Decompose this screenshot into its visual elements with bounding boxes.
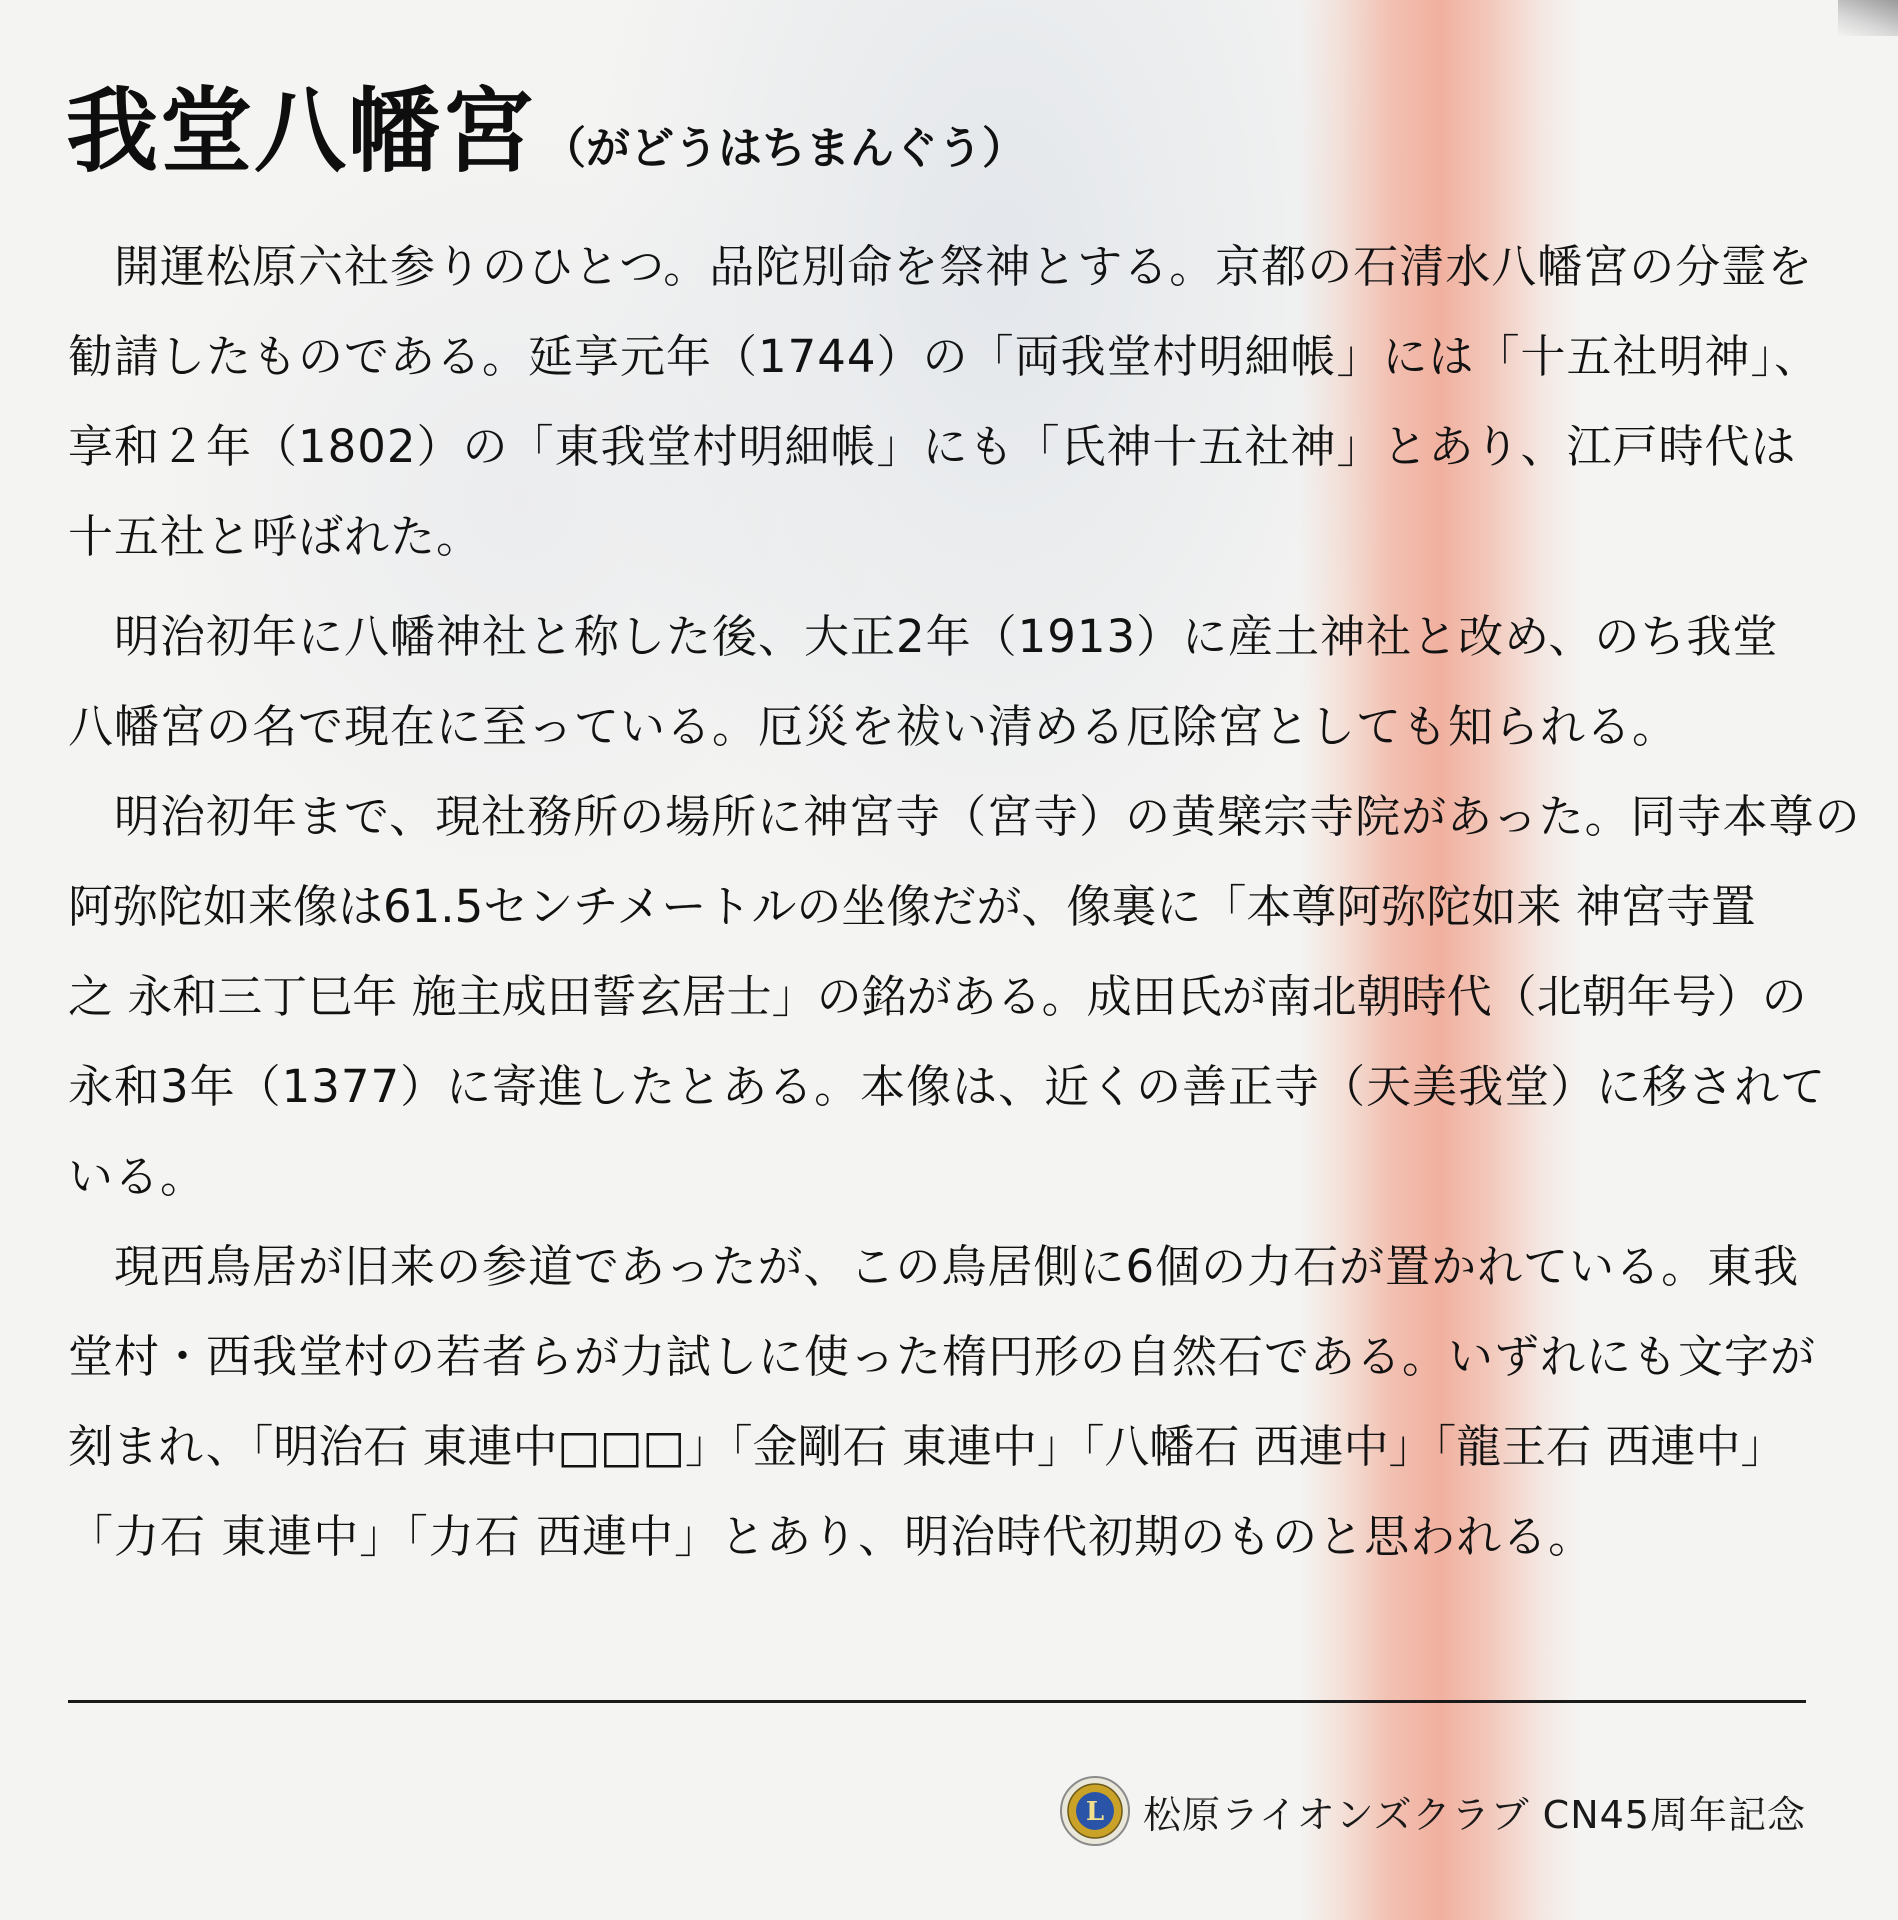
sign-title xyxy=(66,58,1026,190)
text-line: 現西鳥居が旧来の参道であったが、この鳥居側に6個の力石が置かれている。東我 xyxy=(114,1240,1800,1293)
lions-club-emblem-icon xyxy=(1059,1775,1131,1847)
footer-divider xyxy=(68,1700,1806,1703)
text-line: 明治初年まで、現社務所の場所に神宮寺（宮寺）の黄檗宗寺院があった。同寺本尊の xyxy=(114,790,1861,843)
text-line: 八幡宮の名で現在に至っている。厄災を祓い清める厄除宮としても知られる。 xyxy=(68,700,1679,753)
text-line: 十五社と呼ばれた。 xyxy=(68,510,483,563)
text-line: いる。 xyxy=(68,1150,207,1203)
title-reading: （がどうはちまんぐう） xyxy=(542,123,1027,174)
svg-text:L: L xyxy=(1085,1797,1105,1827)
title-main: 我堂八幡宮 xyxy=(66,78,537,185)
text-line: 「力石 東連中」「力石 西連中」とあり、明治時代初期のものと思われる。 xyxy=(68,1510,1595,1563)
text-line: 明治初年に八幡神社と称した後、大正2年（1913）に産土神社と改め、のち我堂 xyxy=(114,610,1779,663)
text-line: 永和3年（1377）に寄進したとある。本像は、近くの善正寺（天美我堂）に移されて xyxy=(68,1060,1827,1113)
text-line: 開運松原六社参りのひとつ。品陀別命を祭神とする。京都の石清水八幡宮の分霊を xyxy=(114,240,1814,293)
sponsor-credit xyxy=(1059,1775,1806,1847)
text-line: 刻まれ、「明治石 東連中□□□」「金剛石 東連中」「八幡石 西連中」「龍王石 西連中」 xyxy=(68,1420,1786,1473)
text-line: 堂村・西我堂村の若者らが力試しに使った楕円形の自然石である。いずれにも文字が xyxy=(68,1330,1817,1383)
text-line: 之 永和三丁巳年 施主成田誓玄居士」の銘がある。成田氏が南北朝時代（北朝年号）の xyxy=(68,970,1807,1023)
text-line: 享和２年（1802）の「東我堂村明細帳」にも「氏神十五社神」とあり、江戸時代は xyxy=(68,420,1797,473)
text-line: 阿弥陀如来像は61.5センチメートルの坐像だが、像裏に「本尊阿弥陀如来 神宮寺置 xyxy=(68,880,1756,933)
description-body xyxy=(68,222,1861,1582)
board-corner xyxy=(1838,0,1898,36)
text-line: 勧請したものである。延享元年（1744）の「両我堂村明細帳」には「十五社明神」、 xyxy=(68,330,1821,383)
sponsor-text: 松原ライオンズクラブ CN45周年記念 xyxy=(1143,1792,1806,1837)
